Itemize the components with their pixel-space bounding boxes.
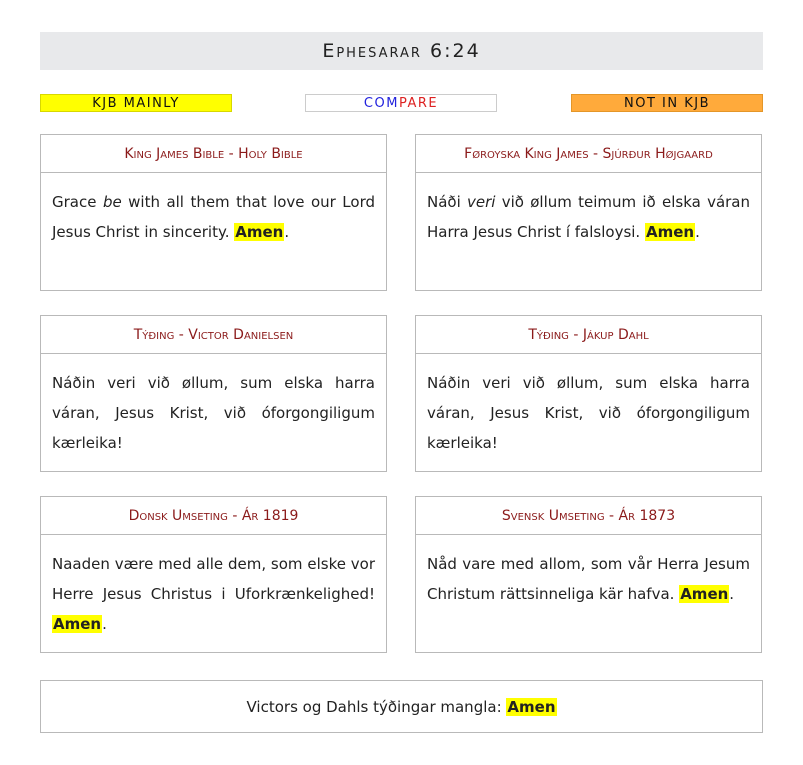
verse-text: Naaden være med alle dem, som elske vor Herre Jesus Christus i Uforkrænkelighed! [52, 555, 375, 603]
translation-card-foroyska-kjb [415, 134, 762, 291]
card-header: Føroyska King James - Sjúrður Højgaard [416, 135, 761, 173]
card-header: Donsk Umseting - Ár 1819 [41, 497, 386, 535]
card-header: King James Bible - Holy Bible [41, 135, 386, 173]
footer-text: Victors og Dahls týðingar mangla: [246, 697, 507, 716]
italic-word: be [102, 193, 122, 211]
card-header: Týðing - Victor Danielsen [41, 316, 386, 354]
amen-highlight: Amen [680, 585, 729, 603]
legend-not-in-kjb-label: NOT IN KJB [624, 95, 710, 111]
card-body [416, 173, 761, 257]
card-body [41, 173, 386, 257]
card-body [416, 535, 761, 619]
compare-label-part2: PARE [398, 95, 439, 111]
footer-note [40, 680, 763, 733]
card-body [416, 354, 761, 468]
verse-text: Náðin veri við øllum, sum elska harra váran, Jesus Krist, við óforgongiligum kærleika! [52, 374, 375, 452]
verse-text: . [729, 585, 735, 603]
page-title-text: Ephesarar 6:24 [322, 40, 481, 62]
verse-text: við øllum teimum ið elska váran Harra Jesus Christ í falsloysi. [427, 193, 751, 241]
card-header: Svensk Umseting - Ár 1873 [416, 497, 761, 535]
verse-text: . [102, 615, 107, 633]
verse-text: . [695, 223, 700, 241]
translation-card-danielsen [40, 315, 387, 472]
verse-text: Náði [427, 193, 468, 211]
amen-highlight: Amen [645, 223, 695, 241]
translation-card-kjb [40, 134, 387, 291]
card-body [41, 354, 386, 468]
verse-text: Grace [52, 193, 103, 211]
compare-label-part1: COM [363, 95, 399, 111]
verse-text: . [284, 223, 290, 241]
translation-card-danish-1819 [40, 496, 387, 653]
translation-card-swedish-1873 [415, 496, 762, 653]
amen-highlight: Amen [235, 223, 284, 241]
card-body [41, 535, 386, 649]
card-header: Týðing - Jákup Dahl [416, 316, 761, 354]
legend-not-in-kjb [571, 94, 763, 112]
legend-kjb-mainly [40, 94, 232, 112]
compare-button[interactable] [305, 94, 497, 112]
legend-kjb-mainly-label: KJB MAINLY [92, 95, 180, 111]
translation-card-dahl [415, 315, 762, 472]
verse-text: Nåd vare med allom, som vår Herra Jesum Christum rättsinneliga kär hafva. [427, 555, 750, 603]
italic-word: veri [467, 193, 496, 211]
footer-amen-highlight: Amen [507, 697, 556, 716]
amen-highlight: Amen [53, 615, 102, 633]
verse-text: Náðin veri við øllum, sum elska harra váran, Jesus Krist, við óforgongiligum kærleika! [427, 374, 750, 452]
page-title [40, 32, 763, 70]
verse-text: with all them that love our Lord Jesus Christ in sincerity. [52, 193, 375, 241]
